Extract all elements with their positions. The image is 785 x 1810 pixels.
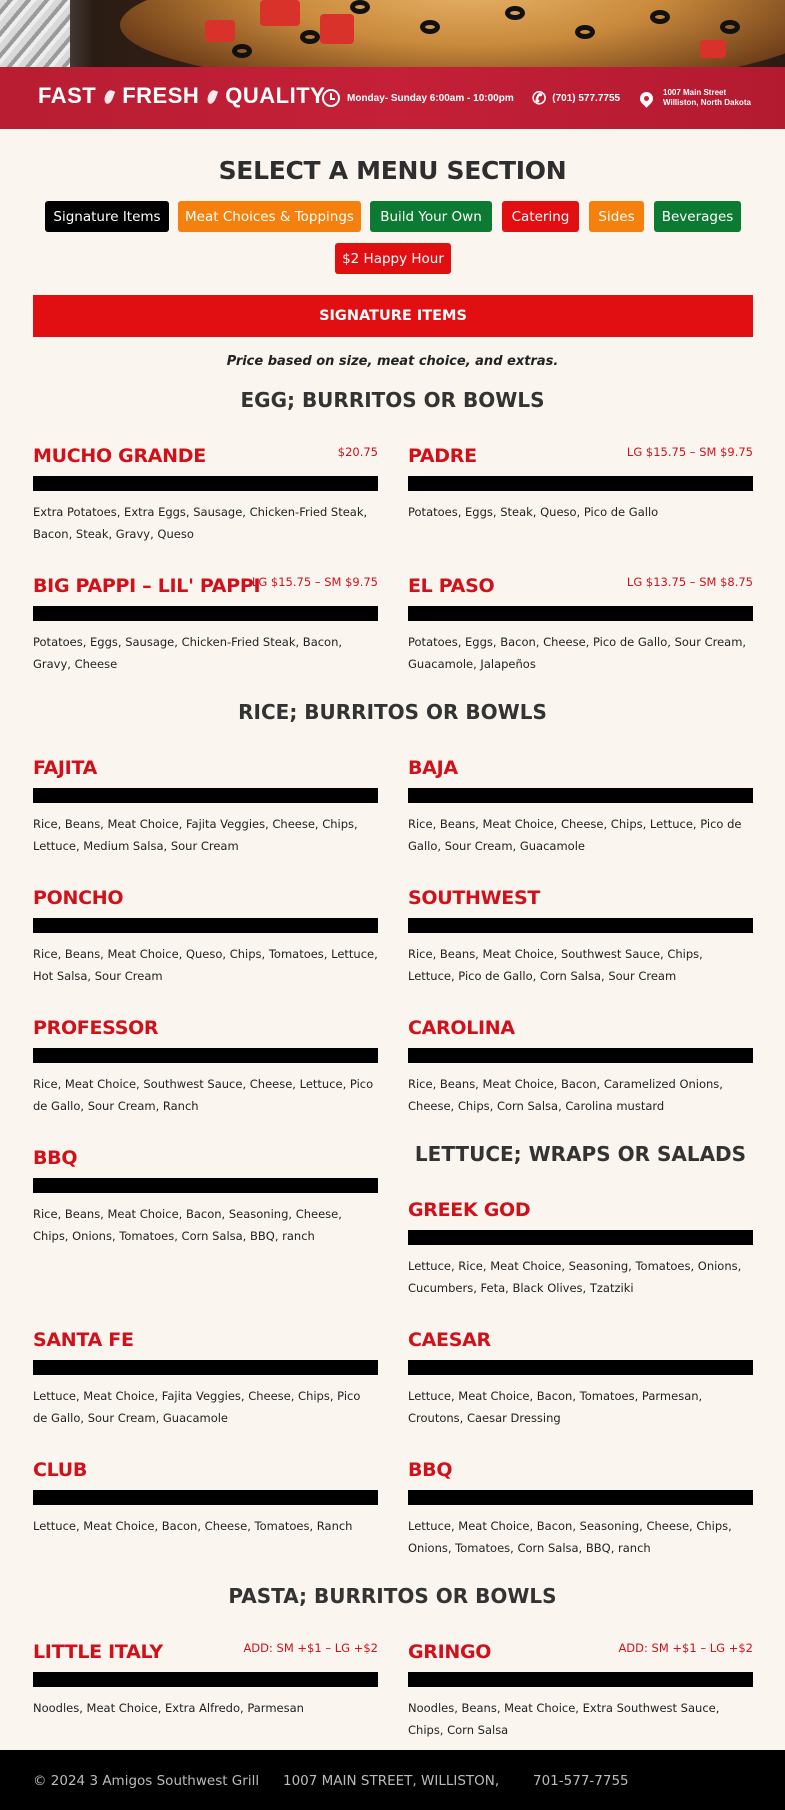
section-banner: SIGNATURE ITEMS — [33, 295, 753, 337]
hero-food-image — [0, 0, 785, 67]
tab-signature-items[interactable]: Signature Items — [45, 201, 169, 232]
item-divider — [33, 788, 378, 803]
item-name: FAJITA — [33, 757, 98, 779]
item-divider — [33, 1490, 378, 1505]
tab-catering[interactable]: Catering — [502, 201, 579, 232]
footer-address[interactable]: 1007 MAIN STREET, WILLISTON, — [283, 1773, 500, 1789]
item-name: BBQ — [408, 1459, 453, 1481]
item-divider — [33, 606, 378, 621]
category-title: LETTUCE; WRAPS OR SALADS — [414, 1142, 747, 1166]
tab-meat-choices[interactable]: Meat Choices & Toppings — [178, 201, 361, 232]
map-pin-icon — [637, 89, 655, 107]
item-description: Noodles, Beans, Meat Choice, Extra Southwest Sauce, Chips, Corn Salsa — [408, 1701, 720, 1737]
phone-icon: ✆ — [532, 88, 547, 108]
item-divider — [408, 1230, 753, 1245]
item-description: Potatoes, Eggs, Bacon, Cheese, Pico de Gallo, Sour Cream, Guacamole, Jalapeños — [408, 635, 747, 671]
item-description: Rice, Beans, Meat Choice, Cheese, Chips, Lettuce, Pico de Gallo, Sour Cream, Guacamole — [408, 817, 742, 853]
item-divider — [33, 1360, 378, 1375]
category-title: PASTA; BURRITOS OR BOWLS — [228, 1584, 557, 1608]
item-description: Extra Potatoes, Extra Eggs, Sausage, Chicken-Fried Steak, Bacon, Steak, Gravy, Queso — [33, 505, 368, 541]
item-description: Lettuce, Meat Choice, Bacon, Seasoning, Cheese, Chips, Onions, Tomatoes, Corn Salsa, BBQ, ranch — [408, 1519, 732, 1555]
category-title: EGG; BURRITOS OR BOWLS — [240, 388, 545, 412]
tab-beverages[interactable]: Beverages — [654, 201, 741, 232]
item-description: Rice, Beans, Meat Choice, Bacon, Seasoning, Cheese, Chips, Onions, Tomatoes, Corn Salsa, BBQ, ranch — [33, 1207, 342, 1243]
item-divider — [408, 788, 753, 803]
leaf-icon — [103, 89, 115, 105]
hours-text: Monday- Sunday 6:00am - 10:00pm — [347, 92, 514, 104]
item-divider — [408, 1360, 753, 1375]
item-name: CAROLINA — [408, 1017, 515, 1039]
item-name: PADRE — [408, 445, 477, 467]
hours-info — [322, 67, 514, 129]
item-divider — [33, 918, 378, 933]
item-price: LG $15.75 – SM $9.75 — [626, 445, 753, 459]
menu-select-title: SELECT A MENU SECTION — [218, 156, 567, 185]
tab-build-your-own[interactable]: Build Your Own — [370, 201, 492, 232]
item-price: LG $15.75 – SM $9.75 — [251, 575, 378, 589]
item-name: CAESAR — [408, 1329, 491, 1351]
item-description: Rice, Beans, Meat Choice, Southwest Sauce, Chips, Lettuce, Pico de Gallo, Corn Salsa, Sour Cream — [408, 947, 703, 983]
item-name: BBQ — [33, 1147, 78, 1169]
item-description: Lettuce, Meat Choice, Bacon, Cheese, Tomatoes, Ranch — [33, 1519, 353, 1533]
item-price: ADD: SM +$1 – LG +$2 — [618, 1641, 753, 1655]
item-name: PROFESSOR — [33, 1017, 159, 1039]
item-name: GREEK GOD — [408, 1199, 531, 1221]
item-description: Rice, Beans, Meat Choice, Bacon, Caramelized Onions, Cheese, Chips, Corn Salsa, Carolina mustard — [408, 1077, 723, 1113]
item-divider — [408, 476, 753, 491]
phone-info[interactable] — [532, 67, 620, 129]
clock-icon — [322, 89, 340, 107]
footer-copyright: © 2024 3 Amigos Southwest Grill — [33, 1773, 260, 1789]
item-name: BIG PAPPI – LIL' PAPPI — [33, 575, 261, 597]
item-name: GRINGO — [408, 1641, 492, 1663]
tab-sides[interactable]: Sides — [589, 201, 644, 232]
item-name: SOUTHWEST — [408, 887, 541, 909]
item-description: Rice, Beans, Meat Choice, Queso, Chips, Tomatoes, Lettuce, Hot Salsa, Sour Cream — [33, 947, 378, 983]
item-description: Rice, Meat Choice, Southwest Sauce, Cheese, Lettuce, Pico de Gallo, Sour Cream, Ranch — [33, 1077, 374, 1113]
item-name: MUCHO GRANDE — [33, 445, 206, 467]
address-text: 1007 Main Street Williston, North Dakota — [663, 88, 751, 107]
item-description: Rice, Beans, Meat Choice, Fajita Veggies, Cheese, Chips, Lettuce, Medium Salsa, Sour Cream — [33, 817, 358, 853]
tagline: FAST FRESH QUALITY — [38, 83, 326, 108]
item-divider — [33, 1178, 378, 1193]
leaf-icon — [206, 89, 218, 105]
item-divider — [408, 918, 753, 933]
item-divider — [33, 1672, 378, 1687]
item-divider — [33, 476, 378, 491]
item-divider — [408, 1048, 753, 1063]
item-name: CLUB — [33, 1459, 88, 1481]
item-price: ADD: SM +$1 – LG +$2 — [243, 1641, 378, 1655]
item-description: Lettuce, Meat Choice, Fajita Veggies, Cheese, Chips, Pico de Gallo, Sour Cream, Guacamole — [33, 1389, 361, 1425]
info-bar — [0, 67, 785, 129]
footer-phone[interactable]: 701-577-7755 — [533, 1773, 629, 1789]
price-note: Price based on size, meat choice, and extras. — [226, 354, 559, 369]
item-divider — [408, 606, 753, 621]
tab-happy-hour[interactable]: $2 Happy Hour — [335, 243, 451, 274]
item-description: Lettuce, Meat Choice, Bacon, Tomatoes, Parmesan, Croutons, Caesar Dressing — [408, 1389, 703, 1425]
item-description: Potatoes, Eggs, Steak, Queso, Pico de Gallo — [408, 505, 659, 519]
item-price: LG $13.75 – SM $8.75 — [626, 575, 753, 589]
item-divider — [408, 1672, 753, 1687]
phone-text[interactable]: (701) 577.7755 — [552, 92, 621, 104]
address-info — [640, 67, 751, 129]
footer — [0, 1750, 785, 1810]
item-divider — [408, 1490, 753, 1505]
item-description: Noodles, Meat Choice, Extra Alfredo, Parmesan — [33, 1701, 304, 1715]
item-description: Potatoes, Eggs, Sausage, Chicken-Fried Steak, Bacon, Gravy, Cheese — [33, 635, 343, 671]
item-description: Lettuce, Rice, Meat Choice, Seasoning, Tomatoes, Onions, Cucumbers, Feta, Black Olives, Tzatziki — [408, 1259, 742, 1295]
category-title: RICE; BURRITOS OR BOWLS — [238, 700, 547, 724]
item-name: PONCHO — [33, 887, 124, 909]
item-name: SANTA FE — [33, 1329, 134, 1351]
item-name: LITTLE ITALY — [33, 1641, 163, 1663]
item-divider — [33, 1048, 378, 1063]
item-name: BAJA — [408, 757, 458, 779]
item-price: $20.75 — [337, 445, 378, 459]
item-name: EL PASO — [408, 575, 495, 597]
